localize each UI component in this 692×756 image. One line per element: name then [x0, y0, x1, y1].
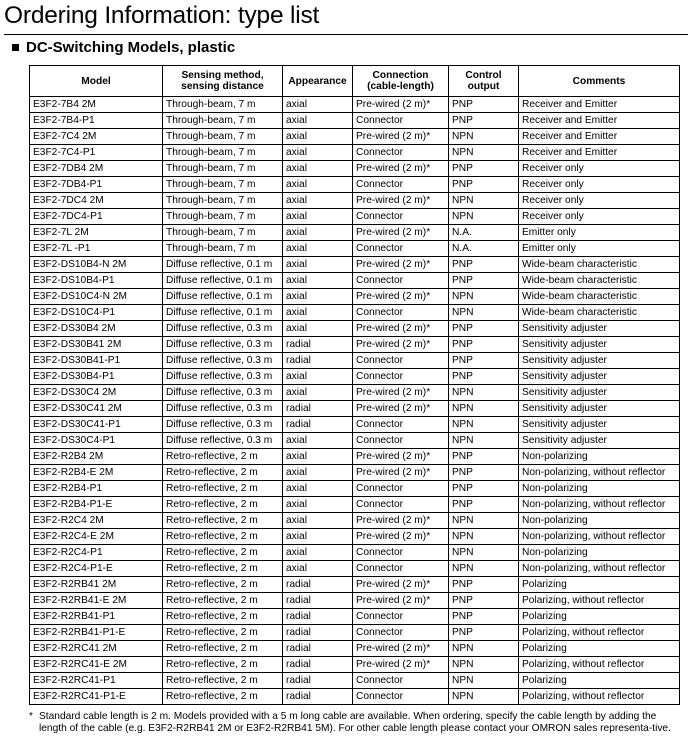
comments-cell: Non-polarizing [519, 481, 680, 497]
connection-cell: Pre-wired (2 m)* [353, 593, 449, 609]
table-row [30, 609, 680, 625]
sensing-method-cell: Retro-reflective, 2 m [163, 513, 283, 529]
comments-cell: Non-polarizing [519, 513, 680, 529]
connection-cell: Pre-wired (2 m)* [353, 321, 449, 337]
comments-cell: Non-polarizing, without reflector [519, 529, 680, 545]
table-row [30, 385, 680, 401]
comments-cell: Polarizing [519, 673, 680, 689]
bullet-square-icon [12, 44, 19, 51]
connection-cell: Connector [353, 561, 449, 577]
comments-cell: Non-polarizing [519, 545, 680, 561]
sensing-method-cell: Retro-reflective, 2 m [163, 593, 283, 609]
appearance-cell: radial [283, 593, 353, 609]
comments-cell: Sensitivity adjuster [519, 337, 680, 353]
connection-cell: Pre-wired (2 m)* [353, 577, 449, 593]
control-output-cell: PNP [449, 625, 519, 641]
model-cell: E3F2-7B4-P1 [30, 113, 163, 129]
model-cell: E3F2-R2RC41-E 2M [30, 657, 163, 673]
connection-cell: Connector [353, 273, 449, 289]
sensing-method-cell: Diffuse reflective, 0.3 m [163, 433, 283, 449]
table-row [30, 321, 680, 337]
control-output-cell: PNP [449, 497, 519, 513]
control-output-cell: PNP [449, 609, 519, 625]
sensing-method-cell: Through-beam, 7 m [163, 145, 283, 161]
sensing-method-cell: Retro-reflective, 2 m [163, 625, 283, 641]
control-output-cell: NPN [449, 209, 519, 225]
comments-cell: Sensitivity adjuster [519, 369, 680, 385]
table-row [30, 305, 680, 321]
model-cell: E3F2-R2RB41 2M [30, 577, 163, 593]
footnote [29, 711, 681, 735]
table-row [30, 401, 680, 417]
comments-cell: Polarizing [519, 577, 680, 593]
connection-cell: Connector [353, 545, 449, 561]
model-cell: E3F2-R2B4-E 2M [30, 465, 163, 481]
connection-cell: Connector [353, 689, 449, 705]
model-cell: E3F2-DS10C4-P1 [30, 305, 163, 321]
section-heading [12, 39, 235, 56]
model-cell: E3F2-DS30C4 2M [30, 385, 163, 401]
connection-cell: Connector [353, 609, 449, 625]
appearance-cell: axial [283, 513, 353, 529]
connection-cell: Pre-wired (2 m)* [353, 193, 449, 209]
sensing-method-cell: Diffuse reflective, 0.3 m [163, 385, 283, 401]
appearance-cell: radial [283, 337, 353, 353]
connection-cell: Connector [353, 625, 449, 641]
connection-cell: Pre-wired (2 m)* [353, 449, 449, 465]
appearance-cell: radial [283, 657, 353, 673]
control-output-cell: PNP [449, 161, 519, 177]
table-row [30, 369, 680, 385]
model-cell: E3F2-DS30C41-P1 [30, 417, 163, 433]
comments-cell: Receiver only [519, 177, 680, 193]
model-cell: E3F2-7B4 2M [30, 97, 163, 113]
appearance-cell: axial [283, 321, 353, 337]
sensing-method-cell: Through-beam, 7 m [163, 129, 283, 145]
sensing-method-cell: Retro-reflective, 2 m [163, 465, 283, 481]
table-row [30, 113, 680, 129]
table-row [30, 337, 680, 353]
appearance-cell: axial [283, 161, 353, 177]
model-cell: E3F2-7C4-P1 [30, 145, 163, 161]
model-cell: E3F2-7DC4 2M [30, 193, 163, 209]
comments-cell: Sensitivity adjuster [519, 401, 680, 417]
sensing-method-cell: Through-beam, 7 m [163, 241, 283, 257]
control-output-cell: N.A. [449, 225, 519, 241]
sensing-method-cell: Retro-reflective, 2 m [163, 641, 283, 657]
comments-cell: Receiver only [519, 193, 680, 209]
appearance-cell: radial [283, 689, 353, 705]
sensing-method-cell: Retro-reflective, 2 m [163, 481, 283, 497]
table-row [30, 353, 680, 369]
footnote-text: Standard cable length is 2 m. Models provided with a 5 m long cable are available. When ordering, specify the cable length by adding the length of the cable (e.g. E3F2-R2RB41 2M or E3F2-R2RB41 5M). For other cable length please contact your OMRON sales representa-tive. [39, 711, 671, 734]
connection-cell: Connector [353, 369, 449, 385]
connection-cell: Pre-wired (2 m)* [353, 129, 449, 145]
model-cell: E3F2-R2RB41-P1 [30, 609, 163, 625]
model-cell: E3F2-DS30B4-P1 [30, 369, 163, 385]
control-output-cell: PNP [449, 97, 519, 113]
sensing-method-cell: Through-beam, 7 m [163, 177, 283, 193]
connection-cell: Connector [353, 497, 449, 513]
control-output-cell: PNP [449, 113, 519, 129]
connection-cell: Pre-wired (2 m)* [353, 161, 449, 177]
sensing-method-cell: Retro-reflective, 2 m [163, 689, 283, 705]
connection-cell: Connector [353, 433, 449, 449]
sensing-method-cell: Through-beam, 7 m [163, 113, 283, 129]
section-heading-text: DC-Switching Models, plastic [26, 39, 236, 56]
sensing-method-cell: Retro-reflective, 2 m [163, 529, 283, 545]
appearance-cell: axial [283, 465, 353, 481]
model-cell: E3F2-R2RB41-P1-E [30, 625, 163, 641]
table-row [30, 417, 680, 433]
connection-cell: Connector [353, 145, 449, 161]
table-row [30, 625, 680, 641]
model-cell: E3F2-DS30B4 2M [30, 321, 163, 337]
connection-cell: Pre-wired (2 m)* [353, 657, 449, 673]
sensing-method-cell: Diffuse reflective, 0.3 m [163, 353, 283, 369]
control-output-cell: PNP [449, 177, 519, 193]
control-output-cell: NPN [449, 657, 519, 673]
appearance-cell: axial [283, 209, 353, 225]
model-cell: E3F2-R2RC41-P1-E [30, 689, 163, 705]
comments-cell: Polarizing [519, 609, 680, 625]
control-output-cell: NPN [449, 385, 519, 401]
control-output-cell: PNP [449, 593, 519, 609]
model-cell: E3F2-DS30B41-P1 [30, 353, 163, 369]
comments-cell: Sensitivity adjuster [519, 321, 680, 337]
model-cell: E3F2-R2B4 2M [30, 449, 163, 465]
appearance-cell: axial [283, 177, 353, 193]
comments-cell: Receiver and Emitter [519, 97, 680, 113]
sensing-method-cell: Diffuse reflective, 0.1 m [163, 305, 283, 321]
appearance-cell: axial [283, 129, 353, 145]
column-header-model: Model [30, 66, 163, 97]
model-cell: E3F2-DS30C41 2M [30, 401, 163, 417]
connection-cell: Pre-wired (2 m)* [353, 529, 449, 545]
table-row [30, 497, 680, 513]
comments-cell: Wide-beam characteristic [519, 273, 680, 289]
control-output-cell: PNP [449, 353, 519, 369]
comments-cell: Non-polarizing, without reflector [519, 497, 680, 513]
control-output-cell: NPN [449, 529, 519, 545]
sensing-method-cell: Retro-reflective, 2 m [163, 657, 283, 673]
column-header-comments: Comments [519, 66, 680, 97]
appearance-cell: radial [283, 609, 353, 625]
connection-cell: Connector [353, 209, 449, 225]
sensing-method-cell: Retro-reflective, 2 m [163, 673, 283, 689]
type-list-table [29, 65, 680, 705]
sensing-method-cell: Diffuse reflective, 0.1 m [163, 273, 283, 289]
connection-cell: Pre-wired (2 m)* [353, 401, 449, 417]
sensing-method-cell: Diffuse reflective, 0.3 m [163, 369, 283, 385]
connection-cell: Pre-wired (2 m)* [353, 225, 449, 241]
table-row [30, 433, 680, 449]
table-row [30, 145, 680, 161]
connection-cell: Connector [353, 177, 449, 193]
appearance-cell: axial [283, 273, 353, 289]
table-row [30, 129, 680, 145]
appearance-cell: axial [283, 481, 353, 497]
model-cell: E3F2-R2RB41-E 2M [30, 593, 163, 609]
appearance-cell: axial [283, 529, 353, 545]
table-row [30, 481, 680, 497]
comments-cell: Sensitivity adjuster [519, 417, 680, 433]
control-output-cell: PNP [449, 577, 519, 593]
model-cell: E3F2-R2B4-P1-E [30, 497, 163, 513]
appearance-cell: axial [283, 257, 353, 273]
appearance-cell: radial [283, 625, 353, 641]
model-cell: E3F2-DS10B4-N 2M [30, 257, 163, 273]
control-output-cell: NPN [449, 641, 519, 657]
sensing-method-cell: Diffuse reflective, 0.3 m [163, 417, 283, 433]
control-output-cell: NPN [449, 689, 519, 705]
appearance-cell: radial [283, 641, 353, 657]
table-row [30, 593, 680, 609]
control-output-cell: NPN [449, 401, 519, 417]
appearance-cell: axial [283, 145, 353, 161]
model-cell: E3F2-DS30C4-P1 [30, 433, 163, 449]
control-output-cell: NPN [449, 545, 519, 561]
sensing-method-cell: Diffuse reflective, 0.3 m [163, 401, 283, 417]
column-header-sensing-method: Sensing method, sensing distance [163, 66, 283, 97]
sensing-method-cell: Through-beam, 7 m [163, 209, 283, 225]
comments-cell: Wide-beam characteristic [519, 289, 680, 305]
appearance-cell: axial [283, 241, 353, 257]
appearance-cell: axial [283, 497, 353, 513]
page-title: Ordering Information: type list [4, 2, 320, 29]
comments-cell: Emitter only [519, 225, 680, 241]
table-row [30, 641, 680, 657]
connection-cell: Connector [353, 353, 449, 369]
sensing-method-cell: Retro-reflective, 2 m [163, 545, 283, 561]
appearance-cell: radial [283, 353, 353, 369]
comments-cell: Polarizing, without reflector [519, 625, 680, 641]
comments-cell: Polarizing, without reflector [519, 593, 680, 609]
control-output-cell: NPN [449, 433, 519, 449]
table-row [30, 241, 680, 257]
appearance-cell: axial [283, 449, 353, 465]
connection-cell: Connector [353, 673, 449, 689]
appearance-cell: axial [283, 289, 353, 305]
table-body [30, 97, 680, 705]
appearance-cell: axial [283, 193, 353, 209]
footnote-marker: * [29, 711, 33, 722]
model-cell: E3F2-R2C4-P1 [30, 545, 163, 561]
sensing-method-cell: Through-beam, 7 m [163, 161, 283, 177]
sensing-method-cell: Diffuse reflective, 0.1 m [163, 257, 283, 273]
control-output-cell: PNP [449, 465, 519, 481]
comments-cell: Wide-beam characteristic [519, 305, 680, 321]
model-cell: E3F2-R2C4 2M [30, 513, 163, 529]
appearance-cell: axial [283, 305, 353, 321]
sensing-method-cell: Retro-reflective, 2 m [163, 497, 283, 513]
comments-cell: Non-polarizing, without reflector [519, 465, 680, 481]
appearance-cell: radial [283, 673, 353, 689]
connection-cell: Pre-wired (2 m)* [353, 289, 449, 305]
model-cell: E3F2-R2RC41 2M [30, 641, 163, 657]
table-row [30, 689, 680, 705]
control-output-cell: NPN [449, 561, 519, 577]
appearance-cell: axial [283, 433, 353, 449]
table-row [30, 273, 680, 289]
comments-cell: Polarizing, without reflector [519, 657, 680, 673]
model-cell: E3F2-DS30B41 2M [30, 337, 163, 353]
comments-cell: Receiver only [519, 161, 680, 177]
connection-cell: Pre-wired (2 m)* [353, 337, 449, 353]
sensing-method-cell: Retro-reflective, 2 m [163, 449, 283, 465]
control-output-cell: NPN [449, 673, 519, 689]
table-row [30, 193, 680, 209]
control-output-cell: NPN [449, 417, 519, 433]
title-divider [4, 34, 688, 35]
table-row [30, 209, 680, 225]
comments-cell: Receiver and Emitter [519, 145, 680, 161]
comments-cell: Sensitivity adjuster [519, 353, 680, 369]
control-output-cell: NPN [449, 145, 519, 161]
table-row [30, 673, 680, 689]
table-row [30, 257, 680, 273]
comments-cell: Emitter only [519, 241, 680, 257]
model-cell: E3F2-7L 2M [30, 225, 163, 241]
control-output-cell: NPN [449, 193, 519, 209]
table-row [30, 657, 680, 673]
connection-cell: Pre-wired (2 m)* [353, 385, 449, 401]
sensing-method-cell: Retro-reflective, 2 m [163, 561, 283, 577]
control-output-cell: PNP [449, 321, 519, 337]
table-row [30, 577, 680, 593]
column-header-appearance: Appearance [283, 66, 353, 97]
appearance-cell: axial [283, 545, 353, 561]
table-row [30, 529, 680, 545]
model-cell: E3F2-DS10C4-N 2M [30, 289, 163, 305]
model-cell: E3F2-R2C4-E 2M [30, 529, 163, 545]
connection-cell: Connector [353, 481, 449, 497]
model-cell: E3F2-7DB4 2M [30, 161, 163, 177]
table-row [30, 97, 680, 113]
comments-cell: Receiver and Emitter [519, 113, 680, 129]
model-cell: E3F2-7C4 2M [30, 129, 163, 145]
table-row [30, 161, 680, 177]
control-output-cell: PNP [449, 369, 519, 385]
control-output-cell: PNP [449, 449, 519, 465]
table-row [30, 513, 680, 529]
model-cell: E3F2-R2B4-P1 [30, 481, 163, 497]
comments-cell: Polarizing [519, 641, 680, 657]
table-row [30, 225, 680, 241]
connection-cell: Pre-wired (2 m)* [353, 641, 449, 657]
appearance-cell: radial [283, 577, 353, 593]
sensing-method-cell: Retro-reflective, 2 m [163, 577, 283, 593]
comments-cell: Polarizing, without reflector [519, 689, 680, 705]
appearance-cell: axial [283, 113, 353, 129]
appearance-cell: radial [283, 417, 353, 433]
model-cell: E3F2-7DC4-P1 [30, 209, 163, 225]
sensing-method-cell: Through-beam, 7 m [163, 97, 283, 113]
table-row [30, 177, 680, 193]
connection-cell: Pre-wired (2 m)* [353, 97, 449, 113]
connection-cell: Pre-wired (2 m)* [353, 513, 449, 529]
control-output-cell: PNP [449, 257, 519, 273]
table-row [30, 289, 680, 305]
appearance-cell: axial [283, 561, 353, 577]
table-header-row [30, 66, 680, 97]
comments-cell: Non-polarizing, without reflector [519, 561, 680, 577]
comments-cell: Sensitivity adjuster [519, 433, 680, 449]
appearance-cell: axial [283, 369, 353, 385]
comments-cell: Receiver and Emitter [519, 129, 680, 145]
control-output-cell: NPN [449, 129, 519, 145]
comments-cell: Wide-beam characteristic [519, 257, 680, 273]
comments-cell: Non-polarizing [519, 449, 680, 465]
sensing-method-cell: Diffuse reflective, 0.3 m [163, 337, 283, 353]
model-cell: E3F2-DS10B4-P1 [30, 273, 163, 289]
control-output-cell: PNP [449, 273, 519, 289]
control-output-cell: NPN [449, 513, 519, 529]
appearance-cell: radial [283, 401, 353, 417]
control-output-cell: NPN [449, 305, 519, 321]
sensing-method-cell: Retro-reflective, 2 m [163, 609, 283, 625]
connection-cell: Connector [353, 305, 449, 321]
connection-cell: Connector [353, 113, 449, 129]
sensing-method-cell: Diffuse reflective, 0.1 m [163, 289, 283, 305]
comments-cell: Receiver only [519, 209, 680, 225]
sensing-method-cell: Diffuse reflective, 0.3 m [163, 321, 283, 337]
model-cell: E3F2-R2C4-P1-E [30, 561, 163, 577]
control-output-cell: NPN [449, 289, 519, 305]
control-output-cell: N.A. [449, 241, 519, 257]
table-row [30, 545, 680, 561]
connection-cell: Connector [353, 241, 449, 257]
control-output-cell: PNP [449, 481, 519, 497]
appearance-cell: axial [283, 225, 353, 241]
column-header-connection: Connection (cable-length) [353, 66, 449, 97]
appearance-cell: axial [283, 385, 353, 401]
connection-cell: Pre-wired (2 m)* [353, 257, 449, 273]
column-header-control-output: Control output [449, 66, 519, 97]
table-row [30, 465, 680, 481]
table-row [30, 561, 680, 577]
model-cell: E3F2-7L -P1 [30, 241, 163, 257]
connection-cell: Connector [353, 417, 449, 433]
connection-cell: Pre-wired (2 m)* [353, 465, 449, 481]
appearance-cell: axial [283, 97, 353, 113]
comments-cell: Sensitivity adjuster [519, 385, 680, 401]
sensing-method-cell: Through-beam, 7 m [163, 193, 283, 209]
table-row [30, 449, 680, 465]
control-output-cell: PNP [449, 337, 519, 353]
model-cell: E3F2-7DB4-P1 [30, 177, 163, 193]
sensing-method-cell: Through-beam, 7 m [163, 225, 283, 241]
model-cell: E3F2-R2RC41-P1 [30, 673, 163, 689]
